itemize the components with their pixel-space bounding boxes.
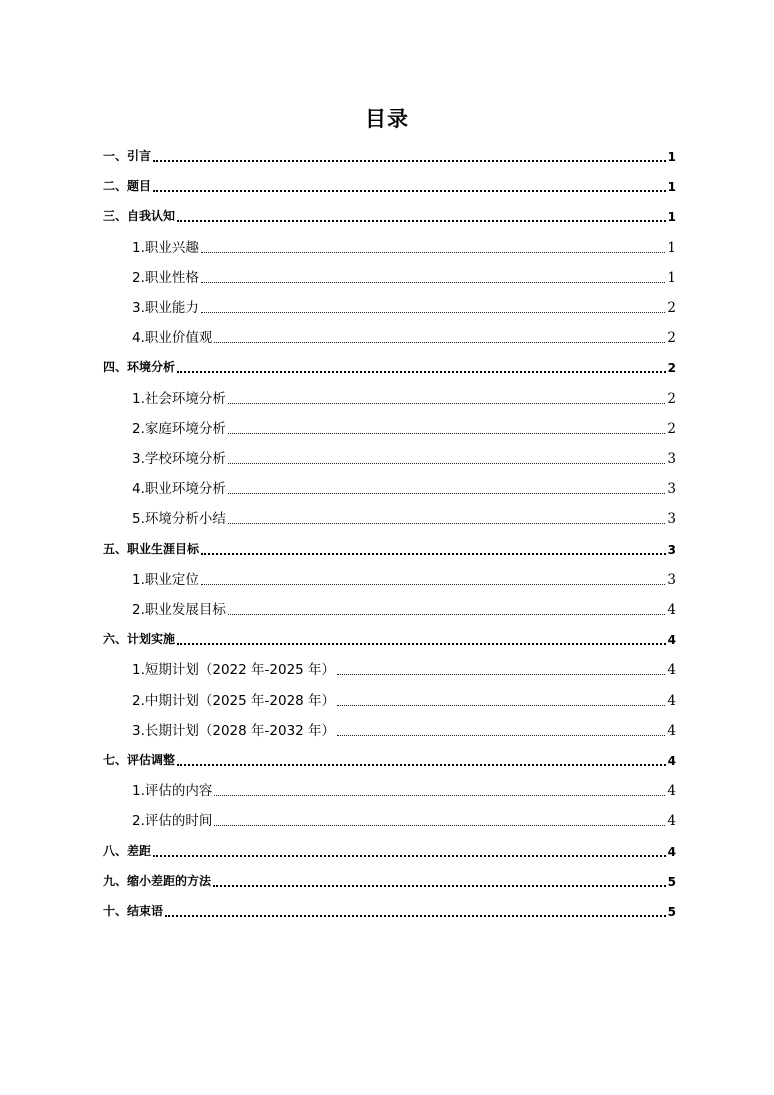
toc-entry-label: 2.职业发展目标 [132, 602, 226, 618]
toc-entry-chapter[interactable] [103, 534, 676, 564]
toc-entry-label: 八、差距 [103, 843, 152, 858]
toc-dot-leader [201, 311, 666, 313]
toc-dot-leader [153, 854, 666, 857]
toc-page-number: 2 [667, 330, 676, 347]
toc-page-number: 4 [667, 844, 676, 859]
toc-dot-leader [228, 492, 666, 494]
toc-entry-label: 1.社会环境分析 [132, 390, 226, 407]
toc-entry-label: 九、缩小差距的方法 [103, 873, 212, 888]
toc-page-number: 4 [667, 633, 676, 648]
toc-entry-section[interactable] [132, 564, 676, 594]
toc-entry-label: 4.职业环境分析 [132, 481, 226, 498]
toc-page-number: 2 [667, 300, 676, 316]
toc-entry-chapter[interactable] [103, 352, 676, 382]
toc-page-number: 3 [667, 571, 676, 588]
toc-page-number: 5 [667, 905, 676, 919]
toc-entry-label: 1.职业兴趣 [132, 239, 199, 256]
toc-entry-chapter[interactable] [103, 201, 676, 231]
toc-page-number: 1 [667, 150, 676, 164]
toc-entry-section[interactable] [132, 775, 676, 805]
toc-entry-label: 1.职业定位 [132, 571, 199, 588]
toc-dot-leader [201, 281, 666, 283]
toc-page-number: 1 [667, 210, 676, 225]
toc-entry-label: 3.学校环境分析 [132, 451, 226, 467]
toc-entry-chapter[interactable] [103, 896, 676, 926]
toc-entry-section[interactable] [132, 262, 676, 292]
toc-page-number: 2 [667, 390, 676, 407]
toc-dot-leader [201, 251, 666, 253]
toc-entry-chapter[interactable] [103, 141, 676, 171]
toc-page-number: 3 [667, 481, 676, 498]
toc-dot-leader [228, 522, 666, 524]
toc-page-number: 4 [667, 662, 676, 679]
toc-entry-section[interactable] [132, 292, 676, 322]
toc-entry-label: 十、结束语 [103, 904, 164, 918]
toc-dot-leader [153, 159, 666, 162]
toc-entry-section[interactable] [132, 383, 676, 413]
toc-entry-section[interactable] [132, 322, 676, 352]
toc-page-number: 4 [667, 754, 676, 768]
toc-entry-section[interactable] [132, 232, 676, 262]
toc-dot-leader [177, 763, 666, 766]
toc-dot-leader [214, 794, 665, 796]
toc-dot-leader [337, 734, 665, 736]
toc-entry-chapter[interactable] [103, 171, 676, 201]
toc-page-number: 4 [667, 602, 676, 618]
toc-page-number: 4 [667, 783, 676, 800]
toc-entry-label: 1.评估的内容 [132, 783, 213, 800]
toc-entry-label: 二、题目 [103, 179, 152, 194]
toc-dot-leader [228, 402, 666, 404]
toc-dot-leader [337, 673, 665, 675]
toc-entry-label: 2.中期计划（2025 年-2028 年） [132, 692, 336, 709]
toc-entry-label: 2.家庭环境分析 [132, 420, 226, 437]
toc-dot-leader [165, 914, 666, 917]
toc-entry-section[interactable] [132, 503, 676, 533]
toc-entry-label: 六、计划实施 [103, 632, 176, 647]
toc-entry-section[interactable] [132, 473, 676, 503]
toc-dot-leader [153, 189, 666, 192]
toc-entry-label: 2.评估的时间 [132, 813, 213, 830]
toc-entry-label: 七、评估调整 [103, 753, 176, 767]
toc-entry-label: 三、自我认知 [103, 209, 176, 224]
toc-page-number: 4 [667, 692, 676, 709]
toc-entry-label: 四、环境分析 [103, 360, 176, 375]
toc-entry-section[interactable] [132, 805, 676, 835]
toc-page-number: 1 [667, 180, 676, 195]
toc-dot-leader [228, 462, 666, 464]
toc-dot-leader [214, 824, 665, 826]
toc-entry-section[interactable] [132, 443, 676, 473]
toc-dot-leader [337, 704, 665, 706]
toc-page-number: 4 [667, 813, 676, 830]
toc-entry-label: 5.环境分析小结 [132, 511, 226, 528]
toc-entry-chapter[interactable] [103, 624, 676, 654]
toc-entry-label: 1.短期计划（2022 年-2025 年） [132, 662, 336, 679]
toc-entry-section[interactable] [132, 654, 676, 684]
toc-entry-label: 4.职业价值观 [132, 330, 213, 347]
toc-dot-leader [214, 341, 665, 343]
toc-page-number: 3 [667, 511, 676, 528]
toc-entry-label: 一、引言 [103, 149, 152, 163]
toc-dot-leader [201, 552, 666, 555]
toc-page-number: 3 [667, 451, 676, 467]
toc-entry-section[interactable] [132, 413, 676, 443]
toc-dot-leader [213, 884, 666, 887]
toc-entry-section[interactable] [132, 715, 676, 745]
toc-entry-label: 五、职业生涯目标 [103, 541, 200, 556]
toc-dot-leader [177, 642, 666, 645]
toc-entry-label: 2.职业性格 [132, 269, 199, 286]
toc-page-number: 2 [667, 361, 676, 376]
toc-entry-section[interactable] [132, 685, 676, 715]
toc-dot-leader [177, 219, 666, 222]
toc-entry-section[interactable] [132, 594, 676, 624]
page-title: 目录 [365, 107, 409, 131]
toc-entry-label: 3.长期计划（2028 年-2032 年） [132, 722, 336, 739]
toc-dot-leader [228, 432, 666, 434]
toc-entry-chapter[interactable] [103, 836, 676, 866]
toc-entry-chapter[interactable] [103, 866, 676, 896]
toc-entry-chapter[interactable] [103, 745, 676, 775]
toc-page-number: 1 [667, 239, 676, 256]
toc-page-number: 3 [667, 542, 676, 557]
toc-page-number: 2 [667, 420, 676, 437]
toc-entry-label: 3.职业能力 [132, 300, 199, 316]
toc-dot-leader [201, 583, 666, 585]
toc-dot-leader [177, 370, 666, 373]
toc-page-number: 4 [667, 722, 676, 739]
toc-page-number: 5 [667, 874, 676, 889]
toc-dot-leader [228, 613, 666, 615]
toc-page-number: 1 [667, 269, 676, 286]
